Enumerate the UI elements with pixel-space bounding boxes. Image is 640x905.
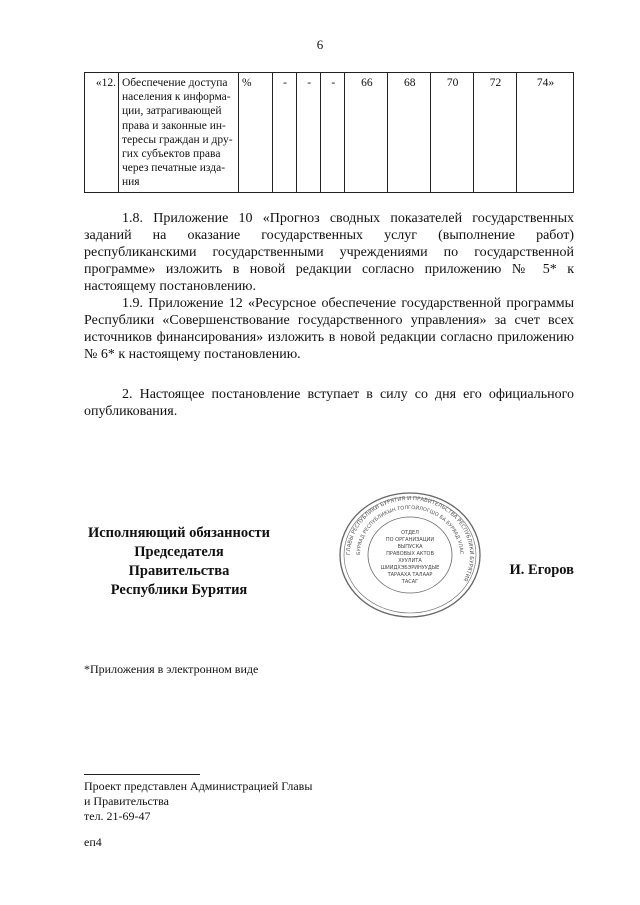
footer-divider (84, 774, 200, 775)
stamp-center-line: ШИИДХЭБЭРИНУУДЫЕ (380, 565, 440, 571)
paragraph-1-8: 1.8. Приложение 10 «Прогноз сводных показателей государственных заданий на оказание государственных услуг (выполнение работ) республиканскими государственными учреждениями по государственной программе» изложить в новой редакции согласно приложению № 5* к настоящему постановлению. (84, 211, 574, 294)
footer (84, 779, 312, 850)
indicator-name-line: гих субъектов права (122, 148, 221, 161)
signatory-title-line: Исполняющий обязанности (87, 525, 271, 541)
value-cell: 68 (388, 73, 431, 193)
footer-line: еп4 (84, 835, 102, 849)
value-cell: - (273, 73, 297, 193)
amendments-text (84, 210, 574, 363)
indicator-name (119, 73, 239, 193)
signatory-title-line: Республики Бурятия (110, 582, 248, 598)
stamp-center-line: ПРАВОВЫХ АКТОВ (386, 551, 434, 557)
value-cell: 72 (474, 73, 517, 193)
stamp-outer-ring-text: ГЛАВЫ РЕСПУБЛИКИ БУРЯТИЯ И ПРАВИТЕЛЬСТВА РЕСПУБЛИКИ БУРЯТИЯ (345, 495, 475, 583)
indicator-name-line: ции, затрагивающей (122, 105, 222, 118)
stamp-center-line: ОТДЕЛ (401, 530, 419, 536)
appendix-note: *Приложения в электронном виде (84, 662, 259, 676)
footer-line: Проект представлен Администрацией Главы (84, 779, 313, 793)
indicators-table (84, 72, 574, 193)
indicator-name-line: тересы граждан и дру- (122, 133, 233, 146)
official-stamp (330, 490, 490, 620)
effective-date-text (84, 386, 574, 420)
footer-line: тел. 21-69-47 (84, 809, 151, 823)
unit-cell: % (239, 73, 273, 193)
page-number: 6 (316, 37, 324, 52)
indicator-name-line: населения к информа- (122, 91, 231, 104)
footer-line: и Правительства (84, 794, 169, 808)
value-cell: 66 (345, 73, 388, 193)
indicator-name-line: через печатные изда- (122, 162, 226, 175)
stamp-center-line: ВЫПУСКА (397, 544, 423, 550)
signatory-name: И. Егоров (509, 562, 574, 578)
value-cell: 70 (431, 73, 474, 193)
paragraph-1-9: 1.9. Приложение 12 «Ресурсное обеспечение государственной программы Республики «Совершенствование государственного управления» за счет всех источников финансирования» изложить в новой редакции согласно приложению № 6* к настоящему постановлению. (84, 296, 574, 362)
paragraph-2: 2. Настоящее постановление вступает в силу со дня его официального опубликования. (84, 387, 574, 419)
stamp-inner-ring-text: БУРЯАД РЕСПУБЛИКЫН ТОЛГОЙЛОГШО БА БУРЯАД УЛАС (355, 504, 465, 556)
indicator-name-line: Обеспечение доступа (122, 77, 228, 89)
table-row (85, 73, 574, 193)
stamp-center-line: ХУУЛИТА (398, 558, 422, 564)
value-cell: - (297, 73, 321, 193)
value-cell: - (321, 73, 345, 193)
row-number: «12. (85, 73, 119, 193)
stamp-center-line: ПО ОРГАНИЗАЦИИ (385, 537, 435, 543)
signatory-title-line: Председателя Правительства (128, 544, 230, 579)
signatory-title (84, 524, 274, 600)
indicator-name-line: ния (122, 176, 140, 189)
stamp-center-line: ТАРААХА ТАЛААР (387, 572, 433, 578)
stamp-center-line: ТАСАГ (401, 579, 419, 585)
indicator-name-line: права и законные ин- (122, 119, 226, 132)
value-cell: 74» (516, 73, 573, 193)
